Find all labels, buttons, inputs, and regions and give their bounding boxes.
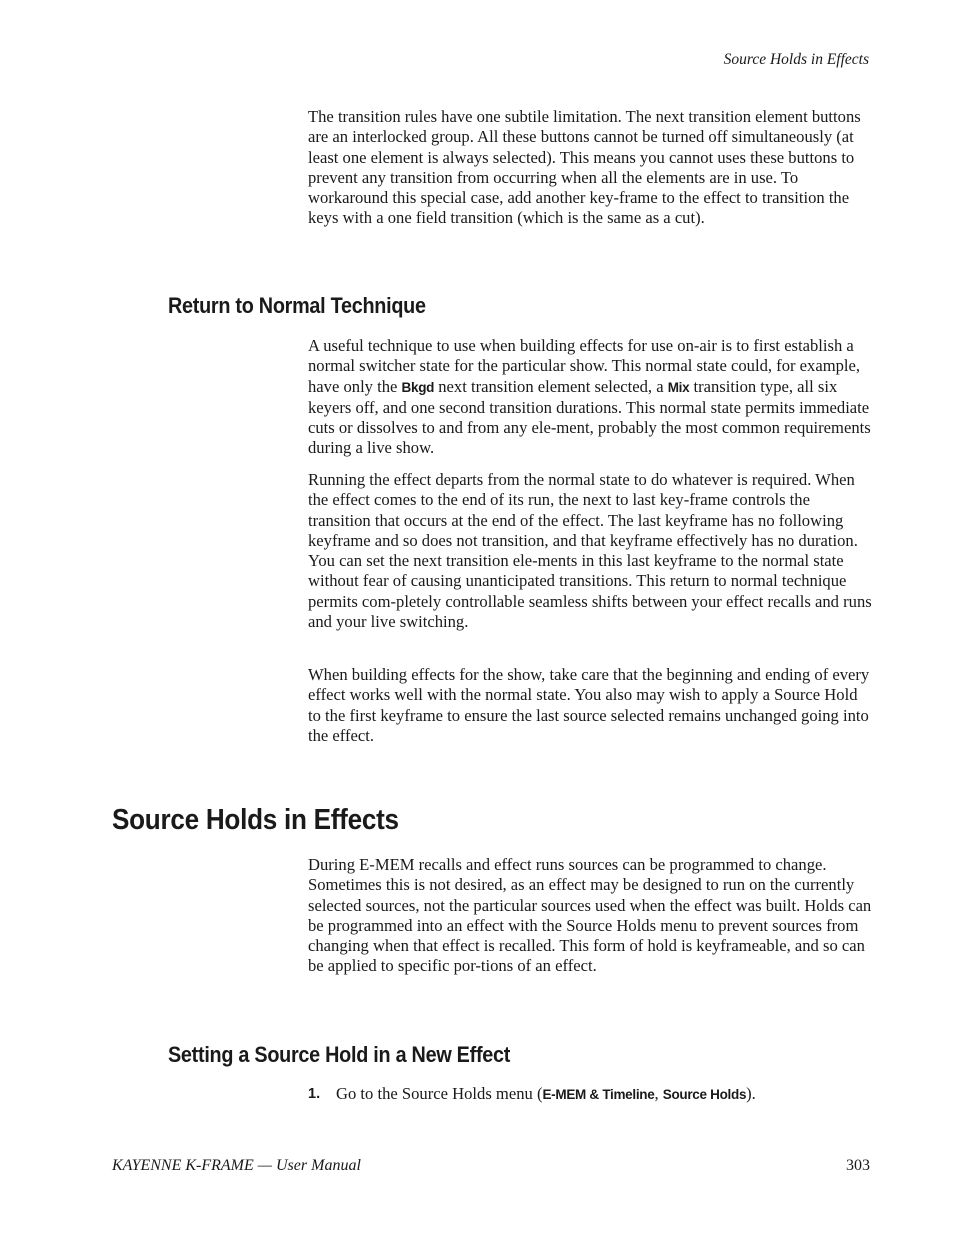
section-heading-setting-hold: Setting a Source Hold in a New Effect [168, 1042, 511, 1067]
source-holds-paragraph: During E-MEM recalls and effect runs sources can be programmed to change. Sometimes this is not desired, as an effect may be designed to run on the currently selected sources, not the particular sources used when the effect was built. Holds can be programmed into an effect with the Source Holds menu to prevent sources from changing when that effect is recalled. This form of hold is keyframeable, and so can be applied to specific por-tions of an effect. [308, 855, 872, 976]
intro-paragraph: The transition rules have one subtile limitation. The next transition element buttons are an interlocked group. All these buttons cannot be turned off simultaneously (at least one element is always selected). This means you cannot uses these buttons to prevent any transition from occurring when all the elements are in use. To workaround this special case, add another key-frame to the effect to transition the keys with a one field transition (which is the same as a cut). [308, 107, 861, 228]
ui-term-mix: Mix [667, 379, 690, 395]
ui-term-source-holds: Source Holds [662, 1087, 747, 1102]
return-normal-paragraph-3: When building effects for the show, take care that the beginning and ending of every effect works well with the normal state. You also may wish to apply a Source Hold to the first keyframe to ensure the last source selected remains unchanged going into the effect. [308, 665, 870, 745]
ui-term-emem-timeline: E-MEM & Timeline [542, 1087, 655, 1102]
step-text [336, 1084, 756, 1105]
footer-page-number: 303 [846, 1157, 870, 1174]
section-heading-return-to-normal: Return to Normal Technique [168, 293, 426, 318]
return-normal-paragraph-1 [308, 336, 872, 459]
text-run: transition type, all six keyers off, and one second transition durations. This normal state permits immediate cuts or dissolves to and from any ele-ment, probably the most common requirements during a live show. [308, 376, 871, 458]
text-run: next transition element selected, a [434, 376, 668, 396]
ui-term-bkgd: Bkgd [401, 379, 435, 395]
text-run: Go to the Source Holds menu ( [336, 1084, 543, 1103]
text-run: , [654, 1084, 663, 1103]
text-run: ). [746, 1084, 756, 1103]
return-normal-paragraph-2: Running the effect departs from the normal state to do whatever is required. When the effect comes to the end of its run, the next to last key-frame controls the transition that occurs at the end of the effect. The last keyframe has no following keyframe and so does not transition, and that keyframe effectively has no duration. You can set the next transition ele-ments in this last keyframe to the normal state without fear of causing unanticipated transitions. This return to normal technique permits com-pletely controllable seamless shifts between your effect recalls and runs and your live switching. [308, 470, 872, 632]
running-header: Source Holds in Effects [723, 51, 869, 68]
chapter-heading-source-holds: Source Holds in Effects [112, 804, 399, 836]
footer-manual-title: KAYENNE K-FRAME — User Manual [112, 1157, 361, 1174]
text-run: A useful technique to use when building effects for use on-air is to first establish a normal switcher state for the particular show. This normal state could, for example, have only the [308, 336, 861, 396]
step-number: 1. [308, 1086, 321, 1102]
